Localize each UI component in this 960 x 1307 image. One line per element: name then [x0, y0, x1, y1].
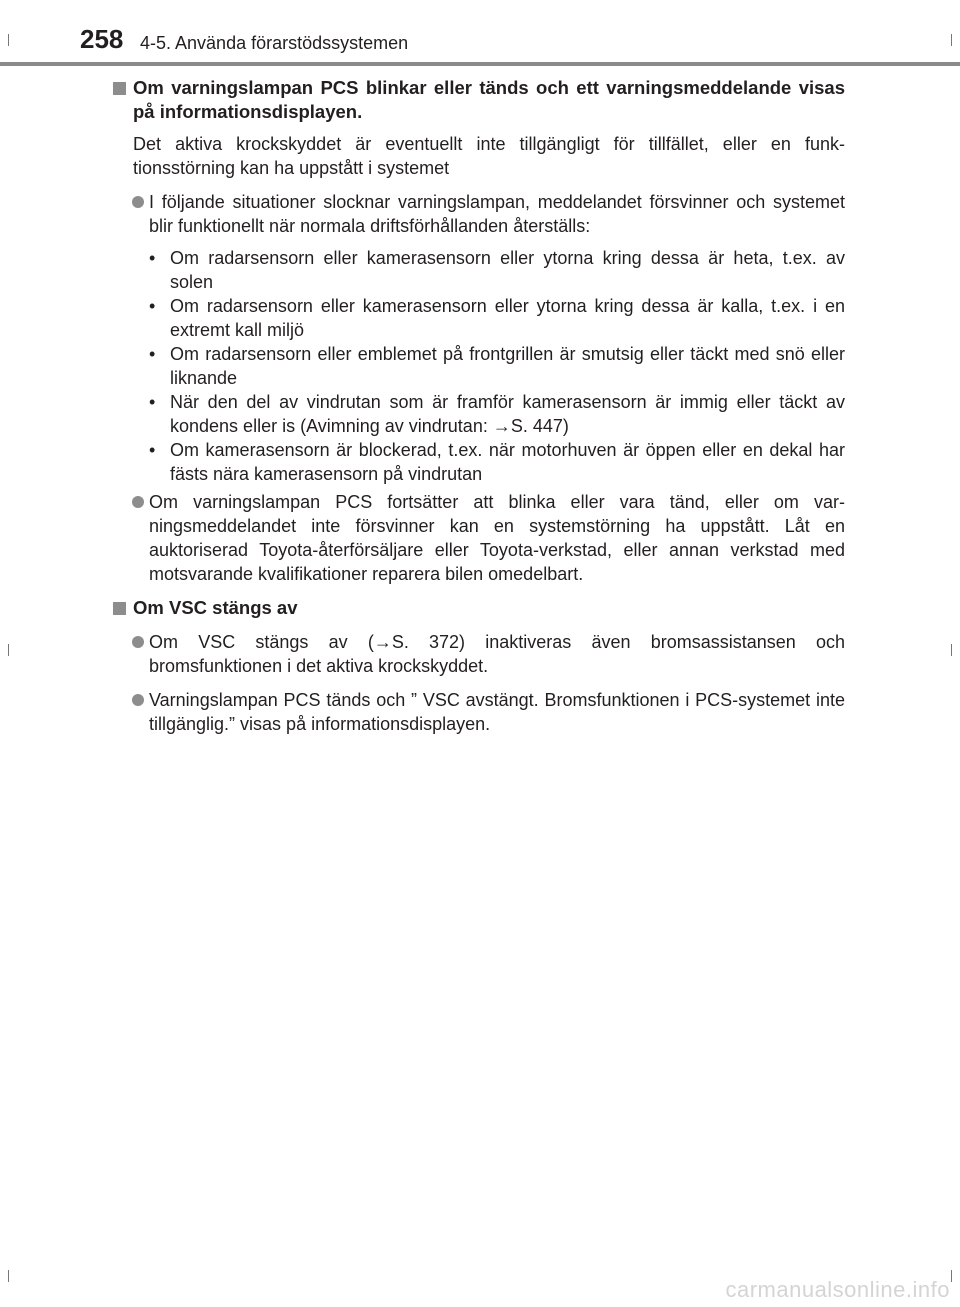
crop-mark: [951, 34, 952, 46]
list-item: [113, 490, 845, 586]
section-heading-vsc-off: [113, 596, 845, 620]
section-paragraph: Det aktiva krockskyddet är eventuellt inte tillgängligt för tillfället, eller en funk-tionsstörning kan ha uppstått i systemet: [133, 134, 845, 178]
square-bullet-icon: [113, 82, 126, 95]
round-bullet-icon: [132, 694, 144, 706]
crop-mark: [8, 644, 9, 656]
page-number: 258: [80, 24, 124, 54]
chapter-title: 4-5. Använda förarstödssystemen: [140, 33, 409, 53]
crop-mark: [8, 1270, 9, 1282]
dot-marker-icon: •: [149, 392, 156, 412]
dot-marker-icon: •: [149, 248, 156, 268]
sub-list-item: [149, 438, 845, 486]
square-bullet-icon: [113, 602, 126, 615]
round-bullet-icon: [132, 496, 144, 508]
crop-mark: [951, 1270, 952, 1282]
dot-marker-icon: •: [149, 440, 156, 460]
round-bullet-icon: [132, 196, 144, 208]
section-heading-text: Om VSC stängs av: [133, 597, 298, 618]
sub-list-item-text: När den del av vindrutan som är framför kamerasensorn är immig eller täckt av kondens eller is (Avimning av vindrutan: →S. 447): [170, 392, 845, 436]
header-rule: [0, 62, 960, 66]
sub-list-item: [149, 294, 845, 342]
section-heading-pcs-warning: [113, 76, 845, 124]
list-item-text: I följande situationer slocknar varningslampan, meddelandet försvinner och systemet blir funktionellt när normala driftsförhållanden återställs:: [149, 192, 845, 236]
sub-list-item: [149, 246, 845, 294]
sub-list-item-text: Om radarsensorn eller emblemet på frontgrillen är smutsig eller täckt med snö eller liknande: [170, 344, 845, 388]
list-item-text: Om varningslampan PCS fortsätter att blinka eller vara tänd, eller om var-ningsmeddelandet inte försvinner kan en systemstörning ha uppstått. Låt en auktoriserad Toyota-återförsäljare eller Toyota-verkstad, eller annan verkstad med motsvarande kvalifikationer reparera bilen omedelbart.: [149, 492, 845, 584]
sub-list-item: [149, 342, 845, 390]
list-item: [113, 688, 845, 736]
dot-marker-icon: •: [149, 344, 156, 364]
sub-list-item: [149, 390, 845, 438]
sub-list: [113, 246, 845, 486]
sub-list-item-text: Om radarsensorn eller kamerasensorn eller ytorna kring dessa är kalla, t.ex. i en extremt kall miljö: [170, 296, 845, 340]
list-item-text: Om VSC stängs av (→S. 372) inaktiveras även bromsassistansen och bromsfunktionen i det aktiva krockskyddet.: [149, 632, 845, 676]
list-item-text: Varningslampan PCS tänds och ” VSC avstängt. Bromsfunktionen i PCS-systemet inte tillgänglig.” visas på informationsdisplayen.: [149, 690, 845, 734]
sub-list-item-text: Om kamerasensorn är blockerad, t.ex. när motorhuven är öppen eller en dekal har fästs nära kamerasensorn på vindrutan: [170, 440, 845, 484]
section-heading-text: Om varningslampan PCS blinkar eller tänds och ett varningsmeddelande visas på informationsdisplayen.: [133, 77, 845, 122]
list-item: [113, 190, 845, 238]
list-item: [113, 630, 845, 678]
page-content: [113, 76, 845, 736]
round-bullet-icon: [132, 636, 144, 648]
watermark-text: carmanualsonline.info: [725, 1277, 950, 1302]
sub-list-item-text: Om radarsensorn eller kamerasensorn eller ytorna kring dessa är heta, t.ex. av solen: [170, 248, 845, 292]
dot-marker-icon: •: [149, 296, 156, 316]
crop-mark: [951, 644, 952, 656]
crop-mark: [8, 34, 9, 46]
